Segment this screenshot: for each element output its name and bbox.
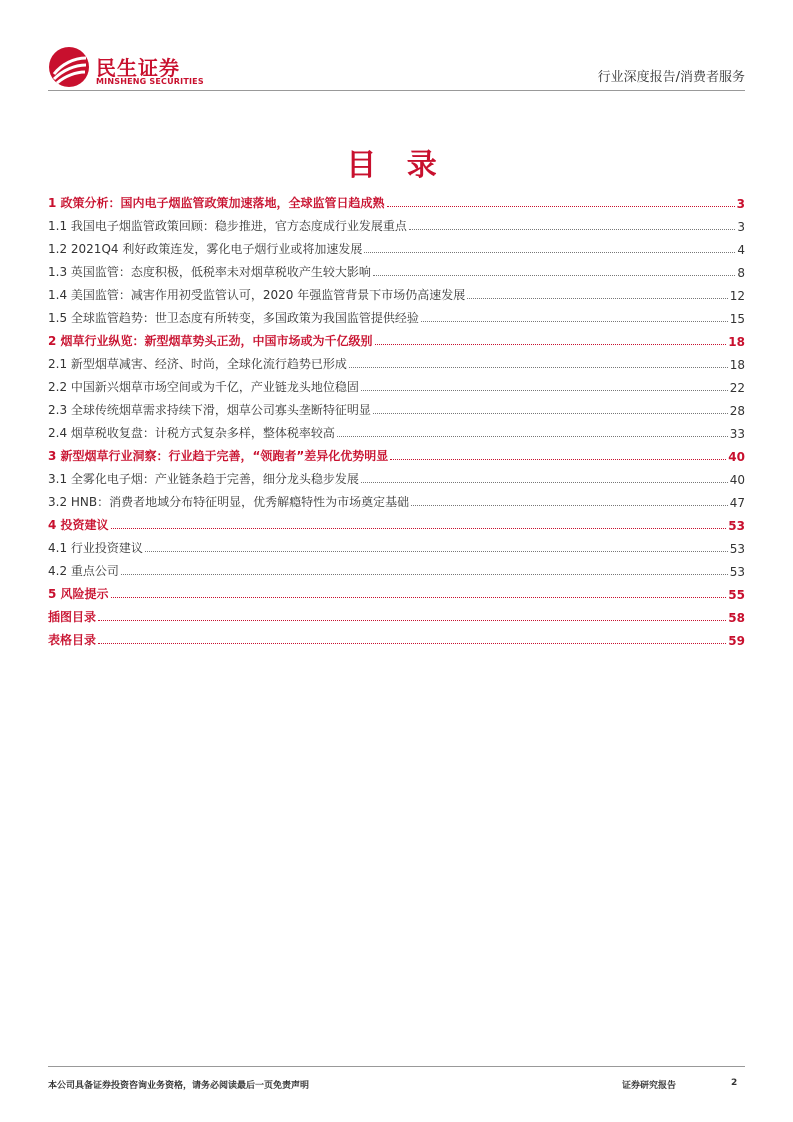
toc-leader-dots (361, 481, 728, 483)
logo-name-en: MINSHENG SECURITIES (96, 77, 204, 86)
toc-entry-label: 3 新型烟草行业洞察：行业趋于完善，“领跑者”差异化优势明显 (48, 449, 389, 463)
toc-leader-dots (98, 619, 726, 621)
toc-leader-dots (467, 297, 727, 299)
company-logo (48, 46, 248, 88)
logo-name-cn: 民生证券 (96, 56, 180, 80)
toc-entry[interactable] (48, 418, 745, 441)
toc-entry[interactable] (48, 602, 745, 625)
toc-entry[interactable] (48, 234, 745, 257)
toc-entry[interactable] (48, 349, 745, 372)
toc-entry-label: 1.1 我国电子烟监管政策回顾：稳步推进，官方态度成行业发展重点 (48, 219, 407, 233)
toc-leader-dots (337, 435, 728, 437)
toc-entry-label: 3.1 全雾化电子烟：产业链条趋于完善，细分龙头稳步发展 (48, 472, 359, 486)
toc-entry-label: 2.4 烟草税收复盘：计税方式复杂多样，整体税率较高 (48, 426, 335, 440)
toc-entry[interactable] (48, 625, 745, 648)
toc-entry-label: 4.2 重点公司 (48, 564, 119, 578)
toc-leader-dots (349, 366, 728, 368)
toc-entry-page: 28 (729, 404, 745, 418)
page-header (48, 38, 745, 92)
toc-leader-dots (121, 573, 728, 575)
toc-entry-page: 55 (728, 588, 745, 602)
toc-leader-dots (409, 228, 735, 230)
footer-divider (48, 1066, 745, 1067)
toc-entry-page: 4 (737, 243, 745, 257)
toc-leader-dots (364, 251, 735, 253)
toc-entry[interactable] (48, 395, 745, 418)
toc-entry-label: 2 烟草行业纵览：新型烟草势头正劲，中国市场或为千亿级别 (48, 334, 373, 348)
toc-entry-page: 33 (729, 427, 745, 441)
toc-entry-page: 8 (737, 266, 745, 280)
toc-entry-label: 插图目录 (48, 610, 97, 624)
toc-entry[interactable] (48, 510, 745, 533)
toc-entry-label: 2.1 新型烟草减害、经济、时尚，全球化流行趋势已形成 (48, 357, 347, 371)
toc-entry-page: 53 (728, 519, 745, 533)
toc-entry[interactable] (48, 372, 745, 395)
toc-leader-dots (375, 343, 727, 345)
footer-doc-type: 证券研究报告 (622, 1081, 677, 1091)
toc-leader-dots (411, 504, 728, 506)
toc-leader-dots (390, 458, 726, 460)
toc-entry-page: 18 (728, 335, 745, 349)
toc-entry[interactable] (48, 533, 745, 556)
toc-entry-label: 1.2 2021Q4 利好政策连发，雾化电子烟行业或将加速发展 (48, 242, 363, 256)
page-title: 目 录 (346, 148, 447, 183)
toc-entry-label: 1.3 英国监管：态度积极，低税率未对烟草税收产生较大影响 (48, 265, 371, 279)
toc-entry-page: 53 (729, 565, 745, 579)
toc-leader-dots (373, 412, 728, 414)
toc-entry[interactable] (48, 441, 745, 464)
header-divider (48, 90, 745, 91)
toc-leader-dots (361, 389, 728, 391)
minsheng-logo-icon (48, 46, 90, 88)
toc-entry-page: 18 (729, 358, 745, 372)
toc-entry-label: 4 投资建议 (48, 518, 109, 532)
toc-entry-label: 2.3 全球传统烟草需求持续下滑，烟草公司寡头垄断特征明显 (48, 403, 371, 417)
toc-entry-page: 3 (737, 220, 745, 234)
toc-leader-dots (373, 274, 735, 276)
toc-entry-page: 58 (728, 611, 745, 625)
toc-entry[interactable] (48, 211, 745, 234)
toc-leader-dots (98, 642, 726, 644)
toc-entry-page: 40 (728, 450, 745, 464)
toc-entry[interactable] (48, 579, 745, 602)
toc-entry-label: 4.1 行业投资建议 (48, 541, 143, 555)
toc-entry-label: 1.5 全球监管趋势：世卫态度有所转变，多国政策为我国监管提供经验 (48, 311, 419, 325)
toc-entry-page: 59 (728, 634, 745, 648)
toc-entry-page: 47 (729, 496, 745, 510)
toc-entry[interactable] (48, 556, 745, 579)
toc-entry-label: 3.2 HNB：消费者地域分布特征明显，优秀解瘾特性为市场奠定基础 (48, 495, 410, 509)
toc-entry[interactable] (48, 257, 745, 280)
toc-entry[interactable] (48, 303, 745, 326)
footer-disclaimer: 本公司具备证券投资咨询业务资格，请务必阅读最后一页免责声明 (48, 1081, 310, 1091)
toc-entry[interactable] (48, 188, 745, 211)
toc-entry[interactable] (48, 464, 745, 487)
toc-leader-dots (111, 527, 727, 529)
table-of-contents (48, 188, 745, 648)
toc-leader-dots (145, 550, 728, 552)
toc-entry-page: 40 (729, 473, 745, 487)
toc-entry-label: 2.2 中国新兴烟草市场空间或为千亿，产业链龙头地位稳固 (48, 380, 359, 394)
toc-entry[interactable] (48, 280, 745, 303)
toc-entry[interactable] (48, 487, 745, 510)
toc-entry-label: 5 风险提示 (48, 587, 109, 601)
toc-leader-dots (111, 596, 727, 598)
toc-entry-label: 表格目录 (48, 633, 97, 647)
toc-entry-label: 1.4 美国监管：减害作用初受监管认可，2020 年强监管背景下市场仍高速发展 (48, 288, 466, 302)
toc-entry-label: 1 政策分析：国内电子烟监管政策加速落地，全球监管日趋成熟 (48, 196, 385, 210)
toc-entry[interactable] (48, 326, 745, 349)
toc-entry-page: 12 (729, 289, 745, 303)
toc-entry-page: 3 (736, 197, 745, 211)
toc-entry-page: 15 (729, 312, 745, 326)
footer-page-number: 2 (731, 1078, 738, 1088)
toc-leader-dots (421, 320, 728, 322)
toc-entry-page: 53 (729, 542, 745, 556)
report-type: 行业深度报告/消费者服务 (597, 70, 745, 85)
toc-leader-dots (387, 205, 735, 207)
toc-entry-page: 22 (729, 381, 745, 395)
